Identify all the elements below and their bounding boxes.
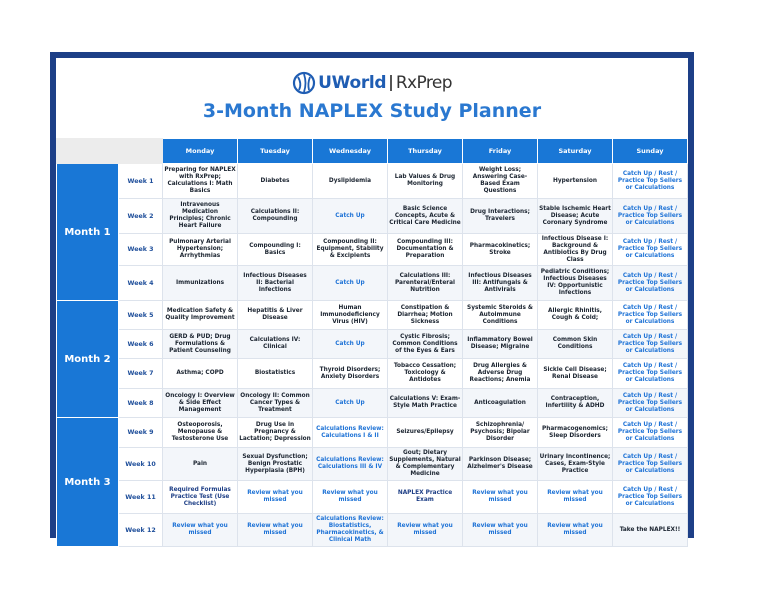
day-cell: Required Formulas Practice Test (Use Checklist) [163,481,238,514]
corner-month [57,139,119,164]
week-label: Week 10 [119,448,163,481]
header-row [57,139,688,164]
day-cell: Tobacco Cessation; Toxicology & Antidotes [388,359,463,389]
day-cell: Review what you missed [313,481,388,514]
day-cell: Compounding I: Basics [238,234,313,266]
week-label: Week 5 [119,301,163,330]
logo-brand-text: UWorld [318,73,387,93]
day-cell: Cystic Fibrosis; Common Conditions of the Eyes & Ears [388,330,463,359]
day-cell: Calculations V: Exam-Style Math Practice [388,389,463,418]
day-cell: Drug Allergies & Adverse Drug Reactions; Anemia [463,359,538,389]
day-cell: Drug Interactions; Travelers [463,199,538,234]
day-cell: NAPLEX Practice Exam [388,481,463,514]
day-cell: Catch Up / Rest / Practice Top Sellers or Calculations [613,418,688,448]
page-title: 3-Month NAPLEX Study Planner [202,100,542,122]
day-cell: Calculations IV: Clinical [238,330,313,359]
week-label: Week 6 [119,330,163,359]
week-row [57,266,688,301]
day-cell: Take the NAPLEX!! [613,514,688,547]
day-cell: Gout; Dietary Supplements, Natural & Complementary Medicine [388,448,463,481]
week-label: Week 8 [119,389,163,418]
day-header: Sunday [613,139,688,164]
week-row [57,418,688,448]
day-cell: Systemic Steroids & Autoimmune Conditions [463,301,538,330]
week-row [57,359,688,389]
month-label: Month 2 [57,301,119,418]
week-label: Week 7 [119,359,163,389]
day-cell: Oncology I: Overview & Side Effect Management [163,389,238,418]
day-cell: Calculations Review: Biostatistics, Pharmacokinetics, & Clinical Math [313,514,388,547]
day-cell: Review what you missed [538,481,613,514]
day-cell: Catch Up / Rest / Practice Top Sellers or Calculations [613,448,688,481]
day-cell: Schizophrenia/ Psychosis; Bipolar Disorder [463,418,538,448]
day-cell: Thyroid Disorders; Anxiety Disorders [313,359,388,389]
day-cell: Allergic Rhinitis, Cough & Cold; [538,301,613,330]
week-row [57,514,688,547]
day-cell: Contraception, Infertility & ADHD [538,389,613,418]
day-cell: Calculations III: Parenteral/Enteral Nutrition [388,266,463,301]
day-cell: Urinary Incontinence; Cases, Exam-Style Practice [538,448,613,481]
logo-subbrand-text: RxPrep [395,73,452,93]
week-row [57,389,688,418]
week-label: Week 2 [119,199,163,234]
day-cell: Sickle Cell Disease; Renal Disease [538,359,613,389]
logo-divider [390,75,392,91]
globe-logo-icon [292,71,316,95]
planner-frame [50,52,694,543]
day-header: Saturday [538,139,613,164]
day-cell: Review what you missed [238,514,313,547]
day-cell: Infectious Diseases II: Bacterial Infections [238,266,313,301]
day-cell: Dyslipidemia [313,164,388,199]
day-header: Thursday [388,139,463,164]
week-label: Week 12 [119,514,163,547]
day-cell: Catch Up / Rest / Practice Top Sellers or Calculations [613,481,688,514]
day-cell: Catch Up / Rest / Practice Top Sellers or Calculations [613,266,688,301]
day-header: Friday [463,139,538,164]
month-label: Month 3 [57,418,119,547]
day-cell: Lab Values & Drug Monitoring [388,164,463,199]
day-cell: Immunizations [163,266,238,301]
day-cell: Sexual Dysfunction; Benign Prostatic Hyperplasia (BPH) [238,448,313,481]
day-cell: Medication Safety & Quality Improvement [163,301,238,330]
week-row [57,448,688,481]
day-cell: Common Skin Conditions [538,330,613,359]
day-cell: Pulmonary Arterial Hypertension; Arrhythmias [163,234,238,266]
week-label: Week 3 [119,234,163,266]
day-cell: Intravenous Medication Principles; Chronic Heart Failure [163,199,238,234]
day-header: Monday [163,139,238,164]
week-label: Week 4 [119,266,163,301]
day-cell: Catch Up / Rest / Practice Top Sellers or Calculations [613,330,688,359]
day-cell: Catch Up [313,389,388,418]
day-cell: Review what you missed [388,514,463,547]
day-cell: Anticoagulation [463,389,538,418]
logo [56,70,688,96]
week-row [57,330,688,359]
day-cell: Weight Loss; Answering Case-Based Exam Questions [463,164,538,199]
day-header: Wednesday [313,139,388,164]
day-cell: Review what you missed [163,514,238,547]
day-cell: Infectious Disease I: Background & Antibiotics By Drug Class [538,234,613,266]
day-cell: Osteoporosis, Menopause & Testosterone Use [163,418,238,448]
day-cell: Calculations Review: Calculations I & II [313,418,388,448]
day-cell: Review what you missed [463,481,538,514]
week-label: Week 11 [119,481,163,514]
day-cell: Hepatitis & Liver Disease [238,301,313,330]
day-cell: Asthma; COPD [163,359,238,389]
day-cell: Catch Up [313,266,388,301]
week-row [57,164,688,199]
day-cell: Catch Up / Rest / Practice Top Sellers or Calculations [613,389,688,418]
day-header: Tuesday [238,139,313,164]
day-cell: Seizures/Epilepsy [388,418,463,448]
day-cell: Human Immunodeficiency Virus (HIV) [313,301,388,330]
month-label: Month 1 [57,164,119,301]
day-cell: Review what you missed [463,514,538,547]
day-cell: Pharmacokinetics; Stroke [463,234,538,266]
day-cell: Basic Science Concepts, Acute & Critical Care Medicine [388,199,463,234]
day-cell: Parkinson Disease; Alzheimer's Disease [463,448,538,481]
day-cell: Hypertension [538,164,613,199]
day-cell: Constipation & Diarrhea; Motion Sickness [388,301,463,330]
study-planner-table [56,138,688,547]
week-label: Week 1 [119,164,163,199]
day-cell: Pharmacogenomics; Sleep Disorders [538,418,613,448]
day-cell: Review what you missed [238,481,313,514]
week-label: Week 9 [119,418,163,448]
day-cell: Infectious Diseases III: Antifungals & Antivirals [463,266,538,301]
day-cell: Drug Use in Pregnancy & Lactation; Depression [238,418,313,448]
day-cell: Catch Up / Rest / Practice Top Sellers or Calculations [613,199,688,234]
day-cell: Catch Up / Rest / Practice Top Sellers or Calculations [613,359,688,389]
week-row [57,301,688,330]
day-cell: Calculations II: Compounding [238,199,313,234]
day-cell: Calculations Review: Calculations III & IV [313,448,388,481]
day-cell: Catch Up [313,199,388,234]
day-cell: Preparing for NAPLEX with RxPrep; Calculations I: Math Basics [163,164,238,199]
day-cell: Oncology II: Common Cancer Types & Treatment [238,389,313,418]
day-cell: Catch Up [313,330,388,359]
day-cell: Catch Up / Rest / Practice Top Sellers or Calculations [613,234,688,266]
day-cell: Compounding III: Documentation & Preparation [388,234,463,266]
day-cell: Pain [163,448,238,481]
corner-week [119,139,163,164]
day-cell: Review what you missed [538,514,613,547]
day-cell: Pediatric Conditions; Infectious Diseases IV: Opportunistic Infections [538,266,613,301]
day-cell: Biostatistics [238,359,313,389]
week-row [57,199,688,234]
day-cell: Catch Up / Rest / Practice Top Sellers or Calculations [613,164,688,199]
week-row [57,234,688,266]
day-cell: GERD & PUD; Drug Formulations & Patient Counseling [163,330,238,359]
day-cell: Catch Up / Rest / Practice Top Sellers or Calculations [613,301,688,330]
day-cell: Stable Ischemic Heart Disease; Acute Coronary Syndrome [538,199,613,234]
day-cell: Diabetes [238,164,313,199]
day-cell: Inflammatory Bowel Disease; Migraine [463,330,538,359]
day-cell: Compounding II: Equipment, Stability & Excipients [313,234,388,266]
week-row [57,481,688,514]
